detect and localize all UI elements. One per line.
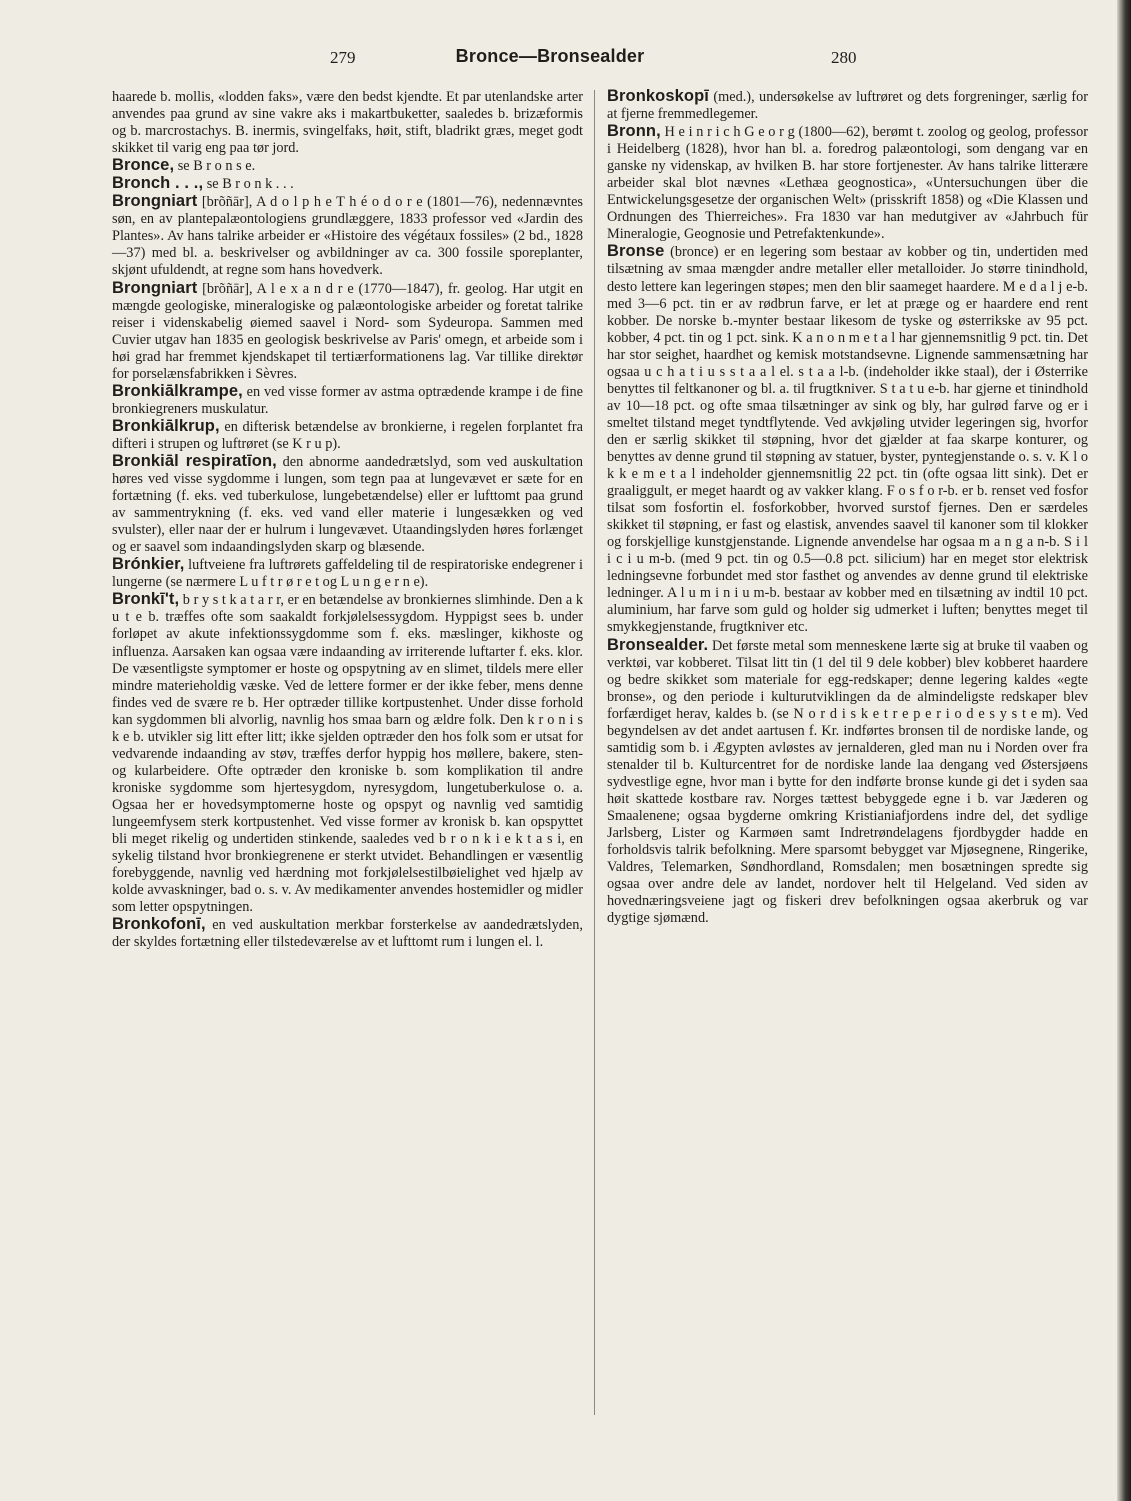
page-header <box>0 46 1100 72</box>
entry <box>607 637 1088 928</box>
entry <box>607 123 1088 243</box>
left-page-number: 279 <box>330 48 356 67</box>
entry-text: Det første metal som menneskene lærte sig at bruke til vaaben og verktøi, var kobberet. Tilsat litt tin (1 del til 9 dele kobber) blev kobberet haardere og bedre skikket som materiale for egg-redskaper; denne legering kaldes «egte bronse», og den periode i kulturutviklingen da de almindeligste redskaper blev forfærdiget herav, kaldes b. (se N o r d i s k e t r e p e r i o d e s y s t e m). Ved begyndelsen av det andet aartusen f. Kr. indførtes bronsen til de nordiske lande, og samtidig som b. i Ægypten avløstes av jernalderen, gled man nu i Norden over fra stenalder til b. Kulturcentret for de nordiske lande laa dengang ved Østersjøens sydvestlige egne, hvor man i bytte for den indførte bronse kunde gi det i syden saa høit skattede kostbare rav. Norges tættest bebyggede egne i b. var Jæderen og Smaalenene; ogsaa bygderne omkring Kristianiafjordens indre del, det sydlige Jarlsberg, Lister og Karmøen samt Indretrøndelagens fjordbygder hadde en forholdsvis talrik befolkning. Mere sparsomt bebygget var Mjøsegnene, Ringerike, Valdres, Telemarken, Søndhordland, Romsdalen; men bosætningen spredte sig ogsaa over andre dele av landet, nordover helt til Helgeland. Ved siden av hovednæringsveiene jagt og fiskeri drev befolkningen ogsaa akerbruk og var dygtige sjømænd. <box>607 637 1088 927</box>
entry <box>112 383 583 418</box>
entry <box>112 556 583 591</box>
headword: Bronsealder. <box>607 635 709 654</box>
entry-text: den abnorme aandedrætslyd, som ved auskultation høres ved visse sygdomme i lungen, som tegn paa at lungevævet er sæte for en fortætning (f. eks. ved tuberkulose, lungebetændelse) eller er lufttomt paa grund av sammentrykning (f. eks. ved vand eller materie i lungesækken og ved svulster), eller naar der er hulrum i lungevævet. Utaandingslyden høres forlænget og er saavel som indaandingslyden skarp og blæsende. <box>112 453 583 556</box>
headword: Bronce, <box>112 156 175 175</box>
entry-text: se B r o n s e. <box>174 158 256 175</box>
entry <box>112 157 583 175</box>
headword: Bronse <box>607 242 665 261</box>
entry <box>112 916 583 951</box>
entry <box>112 193 583 279</box>
entry <box>112 280 583 383</box>
entry-text: haarede b. mollis, «lodden faks», være den bedst kjendte. Et par utenlandske arter anvendes paa grund av sine vakre aks i makartbuketter, saaledes b. brizæformis og b. marcrostachys. B. inermis, svingelfaks, høit, stift, bladrikt græs, meget godt skikket til varig eng paa tør jord. <box>112 89 583 157</box>
entry <box>112 418 583 453</box>
entry <box>112 88 583 157</box>
headword: Bronch . . ., <box>112 174 204 193</box>
entry-text: b r y s t k a t a r r, er en betændelse av bronkiernes slimhinde. Den a k u t e b. træffes ofte som saakaldt forkjølelsessygdom. Hyppigst sees b. under forløpet av akute infektionssygdomme som f. eks. mæslinger, kikhoste og influenza. Aarsaken kan ogsaa være indaanding av irriterende luftarter f. eks. klor. De væsentligste symptomer er hoste og opspytning av en slimet, tildels mere eller mindre materieholdig væske. Ved de lettere former er der ikke feber, mens denne findes ved de svære re b. Her optræder tillike kortpustenhet. Under disse forhold kan sygdommen bli alvorlig, navnlig hos smaa barn og ældre folk. Den k r o n i s k e b. utvikler sig litt efter litt; ikke sjelden optræder den hos folk som er utsat for vedvarende indaanding av støv, træffes derfor hyppig hos møllere, bakere, sten- og kularbeidere. Ofte optræder den kroniske b. som komplikation til andre kroniske sygdomme som hjertesygdom, nyresygdom, lungetuberkulose o. a. Ogsaa her er hovedsymptomerne hoste og opspyt og navnlig ved samtidig lungeemfysem sterk kortpustenhet. Ved visse former av kronisk b. kan opspyttet bli meget rikelig og undertiden stinkende, saaledes ved b r o n k i e k t a s i, en sykelig tilstand hvor bronkiegrenene er sterkt utvidet. Behandlingen er væsentlig forebyggende, navnlig ved hærdning mot forkjølelsestilbøielighet ved hjælp av kolde avvaskninger, bad o. s. v. Av medikamenter anvendes hostemidler og midler som letter opspytningen. <box>112 592 583 916</box>
entry <box>112 175 583 193</box>
headword: Bronkiālkrampe, <box>112 381 243 400</box>
headword: Bronn, <box>607 122 661 141</box>
entry <box>112 453 583 556</box>
entry <box>112 591 583 916</box>
entry-text: (bronce) er en legering som bestaar av kobber og tin, undertiden med tilsætning av smaa mængder andre metaller eller metalloider. Jo større tinindhold, desto lettere kan legeringen støpes; men den blir saameget haardere. M e d a l j e-b. med 3—6 pct. tin er av rødbrun farve, er let at præge og er haardere end rent kobber. De norske b.-mynter bestaar likesom de tyske og østerrikske av 95 pct. kobber, 4 pct. tin og 1 pct. sink. K a n o n m e t a l har gjennemsnitlig 9 pct. tin. Det har stor seighet, haardhet og kemisk motstandsevne. Lignende sammensætning har ogsaa u c h a t i u s s t a a l el. s t a a l-b. (indeholder ikke staal), der i Østerrike benyttes til feltkanoner og bl. a. til frugtkniver. S t a t u e-b. har gjerne et tinindhold av 10—18 pct. og ofte smaa tilsætninger av sink og bly, har gulrød farve og er i smeltet tilstand meget tyndtflytende. Ved avkjøling utvider legeringen sig, hvorfor den er særlig skikket til støpning, hvor det gjælder at faa skarpe konturer, og benyttes av denne grund til støpning av statuer, byster, pyntegjenstande o. s. v. K l o k k e m e t a l indeholder gjennemsnitlig 22 pct. tin (ofte ogsaa litt sink). Det er graaliggult, er meget haardt og av vakker klang. F o s f o r-b. er b. renset ved fosfor tilsat som fosfortin el. fosforkobber, hvorved surstof fjernes. Den er særdeles skikket til støpning, er fast og elastisk, anvendes saavel til kanoner som til klokker og forskjellige kunstgjenstande. Lignende anvendelse har ogsaa m a n g a n-b. S i l i c i u m-b. (med 9 pct. tin og 0.5—0.8 pct. silicium) har en meget stor elektrisk ledningsevne forbundet med stor fasthet og anvendes av denne grund til elektriske ledninger. A l u m i n i u m-b. bestaar av kobber med en tilsætning av indtil 10 pct. aluminium, har farve som guld og holder sig udmerket i luften; benyttes meget til smykkegjenstande, frugtkniver etc. <box>607 244 1088 636</box>
headword: Brongniart <box>112 278 198 297</box>
running-title: Bronce—Bronsealder <box>455 46 645 66</box>
headword: Brónkier, <box>112 555 185 574</box>
headword: Brongniart <box>112 192 198 211</box>
headword: Bronkofonī, <box>112 915 206 934</box>
column-divider <box>594 90 595 1415</box>
entry-text: en ved auskultation merkbar forsterkelse av aandedrætslyden, der skyldes fortætning eller tilstedeværelse av et lufttomt rum i lungen el. l. <box>112 917 583 951</box>
right-page-number: 280 <box>831 48 857 67</box>
entry-text: en ved visse former av astma optrædende krampe i de fine bronkiegreners muskulatur. <box>112 383 583 417</box>
entry-text: H e i n r i c h G e o r g (1800—62), berømt t. zoolog og geolog, professor i Heidelberg (1828), hvor han bl. a. foredrog palæontologi, som dengang var en ganske ny videnskap, av hvilken B. har store fortjenester. Av hans talrike litterære arbeider skal blot nævnes «Lethæa geognostica», «Untersuchungen über die Entwickelungsgesetze der organischen Welt» (prisskrift 1858) og «Die Klassen und Ordnungen des Thierreiches». Fra 1830 var han medutgiver av «Jahrbuch für Mineralogie, Geognosie und Petrefaktenkunde». <box>607 124 1088 243</box>
right-column <box>607 88 1088 927</box>
entry-text: [brõñār], A l e x a n d r e (1770—1847), fr. geolog. Har utgit en mængde geologiske, mineralogiske og palæontologiske arbeider og foretat talrike reiser i videnskabelig øiemed saavel i Nord- som Sydeuropa. Sammen med Cuvier utgav han 1835 en geologisk beskrivelse av Paris' omegn, et arbeide som i høi grad har fremmet kjendskapet til tertiærformationens lag. Var tillike direktør for porselænsfabrikken i Sèvres. <box>112 280 583 382</box>
binding-shadow <box>1117 0 1131 1501</box>
entry-text: en difterisk betændelse av bronkierne, i regelen forplantet fra difteri i strupen og luftrøret (se K r u p). <box>112 418 583 452</box>
entry-text: [brõñār], A d o l p h e T h é o d o r e (1801—76), nedennævntes søn, en av plantepalæontologiens grundlæggere, 1833 professor ved «Jardin des Plantes». Av hans talrike arbeider er «Histoire des végétaux fossiles» (2 bd., 1828—37) med bl. a. beskrivelser og avbildninger av ca. 300 fossile sporeplanter, skjønt ufuldendt, at regne som hans hovedverk. <box>112 194 583 279</box>
entry-text: se B r o n k . . . <box>203 176 294 193</box>
entry <box>607 243 1088 636</box>
entry-text: (med.), undersøkelse av luftrøret og dets forgreninger, særlig for at fjerne fremmedlegemer. <box>607 89 1088 123</box>
headword: Bronkiālkrup, <box>112 416 220 435</box>
entry <box>607 88 1088 123</box>
headword: Bronkī't, <box>112 590 180 609</box>
left-column <box>112 88 583 951</box>
entry-text: luftveiene fra luftrørets gaffeldeling til de respiratoriske endegrener i lungerne (se nærmere L u f t r ø r e t og L u n g e r n e). <box>112 557 583 591</box>
headword: Bronkiāl respiratīon, <box>112 451 277 470</box>
headword: Bronkoskopī <box>607 87 709 105</box>
